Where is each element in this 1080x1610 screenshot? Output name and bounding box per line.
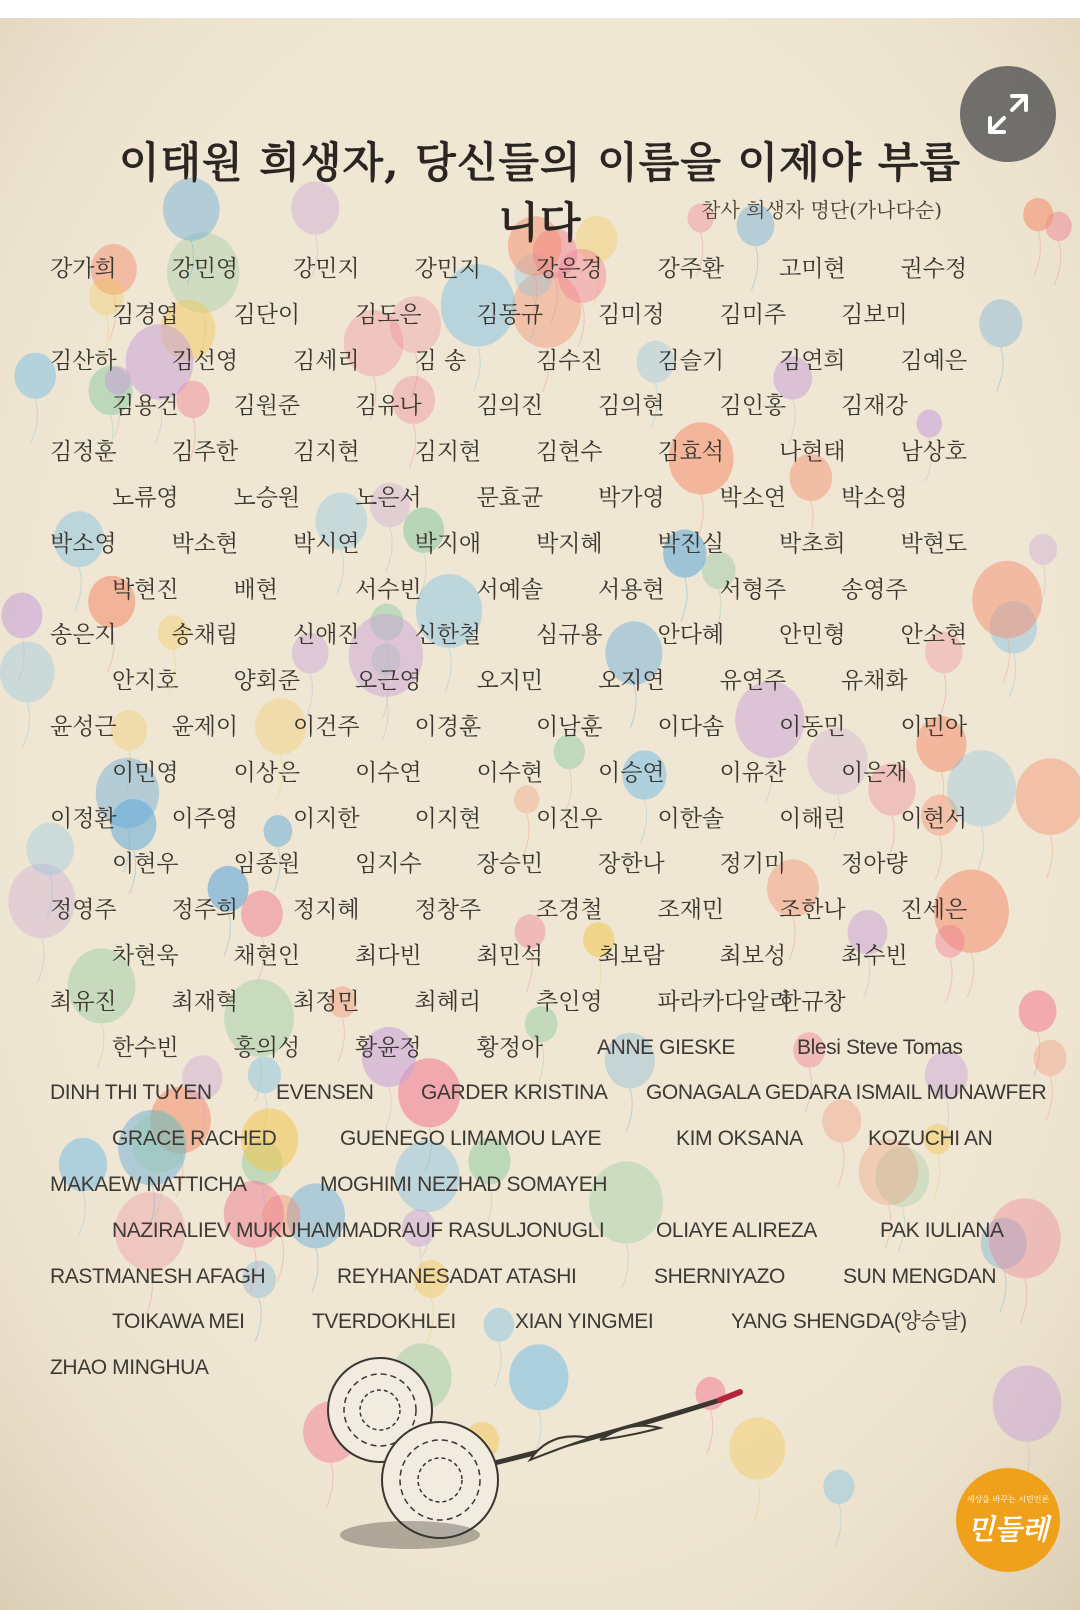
victim-name: 서수빈 bbox=[355, 576, 422, 603]
victim-name: PAK IULIANA bbox=[880, 1218, 1004, 1242]
victim-name: 남상호 bbox=[900, 439, 968, 466]
balloon bbox=[979, 299, 1022, 391]
poster-title: 이태원 희생자, 당신들의 이름을 이제야 부릅니다 bbox=[118, 138, 962, 247]
victim-name: 문효균 bbox=[476, 485, 544, 511]
victim-name: EVENSEN bbox=[276, 1081, 374, 1105]
victim-name: 박초희 bbox=[779, 530, 846, 557]
victim-name: 이유찬 bbox=[719, 759, 787, 786]
victim-name: 파라카다알리 bbox=[657, 988, 791, 1015]
victim-name: RASTMANESH AFAGH bbox=[50, 1264, 266, 1288]
victim-name: 박시연 bbox=[293, 530, 360, 557]
victim-name: 장승민 bbox=[476, 851, 544, 878]
balloon bbox=[1023, 198, 1053, 275]
victim-name: 이민아 bbox=[900, 714, 968, 740]
victim-name: 정영주 bbox=[50, 897, 117, 924]
victim-name: 김 송 bbox=[414, 347, 467, 374]
victim-name: NAZIRALIEV MUKUHAMMADRAUF RASULJONUGLI bbox=[112, 1218, 605, 1242]
victim-name: 장한나 bbox=[598, 851, 665, 878]
victim-name: 황윤정 bbox=[355, 1034, 422, 1061]
victim-name: 신한철 bbox=[414, 622, 482, 649]
victim-name: 이은재 bbox=[841, 759, 908, 786]
victim-name: 노류영 bbox=[112, 485, 179, 511]
victim-name: GUENEGO LIMAMOU LAYE bbox=[340, 1127, 602, 1151]
victim-name: 최다빈 bbox=[355, 943, 422, 969]
victim-name: 박현진 bbox=[112, 576, 179, 603]
victim-name: 유채화 bbox=[841, 668, 908, 695]
victim-name: 김단이 bbox=[233, 301, 301, 328]
victim-name: 채현인 bbox=[233, 943, 301, 969]
victim-name: 진세은 bbox=[900, 897, 968, 924]
victim-name: 최정민 bbox=[293, 988, 360, 1015]
victim-name: 김지현 bbox=[414, 439, 482, 466]
chrysanthemum-illustration bbox=[300, 1330, 760, 1560]
victim-name: 김주한 bbox=[171, 439, 239, 466]
victim-name: 송채림 bbox=[171, 622, 239, 649]
victim-name: 최재혁 bbox=[171, 988, 239, 1015]
victim-name: XIAN YINGMEI bbox=[515, 1310, 654, 1334]
victim-name: 김현수 bbox=[536, 439, 603, 466]
victim-name: 한규창 bbox=[779, 988, 846, 1015]
victim-name: 김수진 bbox=[536, 347, 603, 374]
victim-name: 유연주 bbox=[719, 668, 787, 695]
victim-name: DINH THI TUYEN bbox=[50, 1081, 212, 1105]
victim-name: 최유진 bbox=[50, 988, 117, 1015]
victim-name: 서예솔 bbox=[476, 576, 544, 603]
victim-name: 이건주 bbox=[293, 714, 360, 740]
balloon bbox=[115, 1192, 185, 1314]
victim-name: ANNE GIESKE bbox=[597, 1035, 735, 1059]
victim-name: 서용현 bbox=[598, 576, 665, 603]
victim-name: 강가희 bbox=[50, 256, 117, 282]
victim-name: 김예은 bbox=[900, 347, 968, 374]
victim-name: 조재민 bbox=[657, 897, 725, 924]
balloon bbox=[822, 1099, 861, 1187]
victim-name: 배현 bbox=[233, 576, 278, 603]
victim-name: 이주영 bbox=[171, 805, 239, 832]
victim-name: 안소현 bbox=[900, 622, 968, 649]
victim-name: 안다혜 bbox=[657, 622, 725, 649]
victim-name: 박소연 bbox=[719, 485, 787, 511]
victim-name: 최수빈 bbox=[841, 943, 908, 969]
victim-name: 조경철 bbox=[536, 897, 603, 924]
victim-name: 양회준 bbox=[233, 668, 301, 695]
victim-name: 윤성근 bbox=[50, 714, 117, 740]
victim-name: 김연희 bbox=[779, 347, 846, 374]
victim-name: GARDER KRISTINA bbox=[421, 1081, 608, 1105]
victim-name: 강은경 bbox=[536, 256, 603, 282]
victim-name: KIM OKSANA bbox=[676, 1127, 803, 1151]
victim-name: 김의현 bbox=[598, 393, 665, 420]
victim-name: 홍의성 bbox=[233, 1034, 301, 1061]
victim-name: 김선영 bbox=[171, 347, 239, 374]
victim-name: 이경훈 bbox=[414, 714, 482, 740]
victim-name: 안민형 bbox=[779, 622, 846, 649]
victim-name: 윤제이 bbox=[171, 714, 239, 740]
victim-name: 김슬기 bbox=[657, 347, 725, 374]
victim-name: 오지민 bbox=[476, 668, 544, 695]
victim-name: 김인홍 bbox=[719, 393, 787, 420]
victim-name: GRACE RACHED bbox=[112, 1127, 277, 1151]
victim-name: 황정아 bbox=[476, 1034, 544, 1061]
victim-name: SHERNIYAZO bbox=[654, 1264, 785, 1288]
victim-name: 조한나 bbox=[779, 897, 846, 924]
victim-name: 한수빈 bbox=[112, 1034, 179, 1061]
victim-name: 최혜리 bbox=[414, 988, 482, 1015]
victim-name: 이민영 bbox=[112, 759, 179, 786]
victim-name: 강민영 bbox=[171, 256, 239, 282]
balloon bbox=[972, 561, 1042, 683]
victim-name: 김지현 bbox=[293, 439, 360, 466]
victim-name: 박현도 bbox=[900, 530, 968, 557]
balloon bbox=[935, 925, 964, 1002]
victim-name: MAKAEW NATTICHA bbox=[50, 1173, 247, 1196]
victim-name: 오근영 bbox=[355, 668, 422, 695]
memorial-poster bbox=[0, 18, 1080, 1610]
balloon bbox=[823, 1470, 854, 1548]
victim-name: Blesi Steve Tomas bbox=[797, 1035, 963, 1059]
victim-name: 박소현 bbox=[171, 530, 239, 557]
victim-name: 이현서 bbox=[900, 805, 968, 832]
victim-name: 이지한 bbox=[293, 805, 360, 832]
victim-name: TOIKAWA MEI bbox=[112, 1310, 245, 1334]
victim-name: 안지호 bbox=[112, 668, 179, 695]
victim-name: 김용건 bbox=[112, 393, 179, 420]
victim-name: 김동규 bbox=[476, 301, 544, 328]
victim-name: 이현우 bbox=[112, 851, 179, 878]
victim-name: 추인영 bbox=[536, 988, 603, 1015]
victim-name: 김세리 bbox=[293, 347, 360, 374]
victim-name: 송영주 bbox=[841, 576, 908, 603]
victim-name: 김경엽 bbox=[112, 301, 179, 328]
victim-name: 노은서 bbox=[355, 485, 422, 511]
victim-name: 김산하 bbox=[50, 347, 117, 374]
victim-name: 오지연 bbox=[598, 668, 665, 695]
victim-name: 강주환 bbox=[657, 256, 725, 282]
victim-name: 박가영 bbox=[598, 485, 665, 511]
victim-name: 박소영 bbox=[50, 530, 117, 557]
victim-name: 정주희 bbox=[171, 897, 239, 924]
victim-name: 서형주 bbox=[719, 576, 787, 603]
victim-name: TVERDOKHLEI bbox=[312, 1310, 456, 1334]
victim-name: 이상은 bbox=[233, 759, 301, 786]
poster-subtitle: 참사 희생자 명단(가나다순) bbox=[701, 198, 942, 222]
victim-name: 박진실 bbox=[657, 530, 725, 557]
logo-tagline: 세상을 바꾸는 시민언론 bbox=[966, 1495, 1050, 1504]
victim-name: 김유나 bbox=[355, 393, 422, 420]
victim-name: 최보람 bbox=[598, 943, 665, 969]
victim-name: 김효석 bbox=[657, 439, 725, 466]
victim-name: 이남훈 bbox=[536, 714, 603, 740]
victim-name: YANG SHENGDA(양승달) bbox=[731, 1310, 967, 1334]
victim-name: ZHAO MINGHUA bbox=[50, 1356, 209, 1380]
victim-name: 최보성 bbox=[719, 943, 787, 969]
victim-name: 송은지 bbox=[50, 622, 117, 649]
victim-name: 김도은 bbox=[355, 301, 422, 328]
victim-name: 박지애 bbox=[414, 530, 482, 557]
victim-name: 박지혜 bbox=[536, 530, 603, 557]
victim-name: OLIAYE ALIREZA bbox=[656, 1218, 817, 1242]
victim-name: 정기미 bbox=[719, 851, 787, 878]
victim-name: 정아량 bbox=[841, 851, 908, 878]
victim-name: 고미현 bbox=[779, 256, 846, 282]
victim-name: 권수정 bbox=[900, 256, 968, 282]
victim-name: REYHANESADAT ATASHI bbox=[337, 1264, 577, 1288]
victim-name: 나현태 bbox=[779, 439, 846, 466]
victim-name: 박소영 bbox=[841, 485, 908, 511]
balloon bbox=[554, 734, 585, 813]
balloon bbox=[126, 324, 194, 443]
victim-name: 이진우 bbox=[536, 805, 603, 832]
balloon bbox=[1016, 758, 1080, 879]
victim-name: GONAGALA GEDARA ISMAIL MUNAWFER bbox=[646, 1081, 1047, 1105]
victim-name: 정창주 bbox=[414, 897, 482, 924]
victim-name: 이승연 bbox=[598, 759, 665, 786]
victim-name: 이정환 bbox=[50, 805, 117, 832]
victim-name: KOZUCHI AN bbox=[868, 1127, 993, 1151]
victim-name: 정지혜 bbox=[293, 897, 360, 924]
victim-name: 강민지 bbox=[293, 256, 360, 282]
victim-name: 심규용 bbox=[536, 622, 603, 649]
victim-name: MOGHIMI NEZHAD SOMAYEH bbox=[320, 1173, 608, 1196]
victim-name: 김미정 bbox=[598, 301, 665, 328]
victim-name: 김재강 bbox=[841, 393, 908, 420]
victim-name: 이지현 bbox=[414, 805, 482, 832]
victim-name: 강민지 bbox=[414, 256, 482, 282]
victim-name: 이동민 bbox=[779, 714, 846, 740]
victim-name: 차현욱 bbox=[112, 943, 179, 969]
victim-name: 김의진 bbox=[476, 393, 544, 420]
victim-name: 김미주 bbox=[719, 301, 787, 328]
victim-name: 이다솜 bbox=[657, 714, 725, 740]
victim-name: 이해린 bbox=[779, 805, 846, 832]
victim-name: 노승원 bbox=[233, 485, 301, 511]
victim-name: 임지수 bbox=[355, 851, 422, 878]
expand-arrows-icon bbox=[984, 90, 1032, 138]
victim-name: SUN MENGDAN bbox=[843, 1264, 997, 1288]
victim-name: 이한솔 bbox=[657, 805, 725, 832]
victim-name: 이수현 bbox=[476, 759, 544, 786]
victim-name: 이수연 bbox=[355, 759, 422, 786]
balloon bbox=[0, 642, 55, 747]
victim-name: 임종원 bbox=[233, 851, 301, 878]
victim-name: 신애진 bbox=[293, 622, 360, 649]
victim-name: 김원준 bbox=[233, 393, 301, 420]
victim-name: 최민석 bbox=[476, 943, 544, 969]
victim-name: 김보미 bbox=[841, 301, 908, 328]
logo-wordmark: 민들레 bbox=[967, 1513, 1049, 1546]
victim-name: 김정훈 bbox=[50, 439, 117, 466]
mindle-logo bbox=[956, 1468, 1060, 1572]
